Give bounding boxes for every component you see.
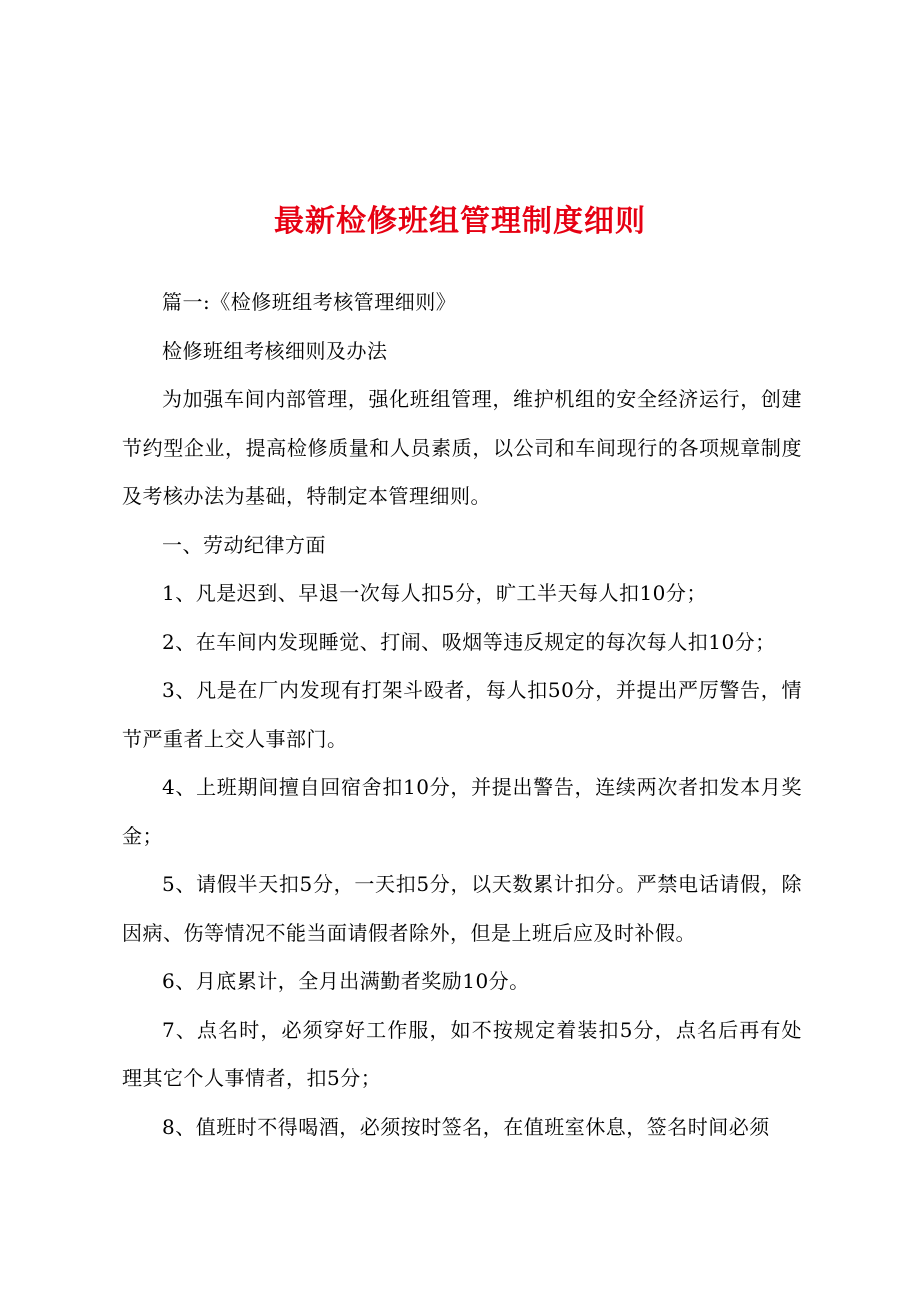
paragraph-chapter-heading: 篇一:《检修班组考核管理细则》 — [162, 290, 457, 314]
paragraph-rule-6: 6、月底累计，全月出满勤者奖励10分。 — [162, 969, 530, 993]
paragraph-rule-3: 3、凡是在厂内发现有打架斗殴者，每人扣50分，并提出严厉警告，情节严重者上交人事部门。 — [122, 678, 802, 751]
paragraph-rule-2: 2、在车间内发现睡觉、打闹、吸烟等违反规定的每次每人扣10分； — [162, 629, 776, 654]
paragraph-rule-5: 5、请假半天扣5分，一天扣5分，以天数累计扣分。严禁电话请假，除因病、伤等情况不能当面请假者除外，但是上班后应及时补假。 — [122, 872, 802, 945]
paragraph-rule-4: 4、上班期间擅自回宿舍扣10分，并提出警告，连续两次者扣发本月奖金； — [122, 775, 802, 848]
paragraph-intro: 为加强车间内部管理，强化班组管理，维护机组的安全经济运行，创建节约型企业，提高检修质量和人员素质，以公司和车间现行的各项规章制度及考核办法为基础，特制定本管理细则。 — [122, 387, 802, 508]
document-body — [122, 278, 802, 1151]
paragraph-rule-8: 8、值班时不得喝酒，必须按时签名，在值班室休息，签名时间必须 — [162, 1114, 770, 1139]
paragraph-rule-7: 7、点名时，必须穿好工作服，如不按规定着装扣5分，点名后再有处理其它个人事情者，扣5分； — [122, 1017, 802, 1090]
document-title: 最新检修班组管理制度细则 — [274, 204, 646, 239]
paragraph-subtitle: 检修班组考核细则及办法 — [162, 338, 388, 363]
paragraph-rule-1: 1、凡是迟到、早退一次每人扣5分，旷工半天每人扣10分； — [162, 581, 707, 605]
paragraph-section-heading: 一、劳动纪律方面 — [162, 532, 326, 557]
